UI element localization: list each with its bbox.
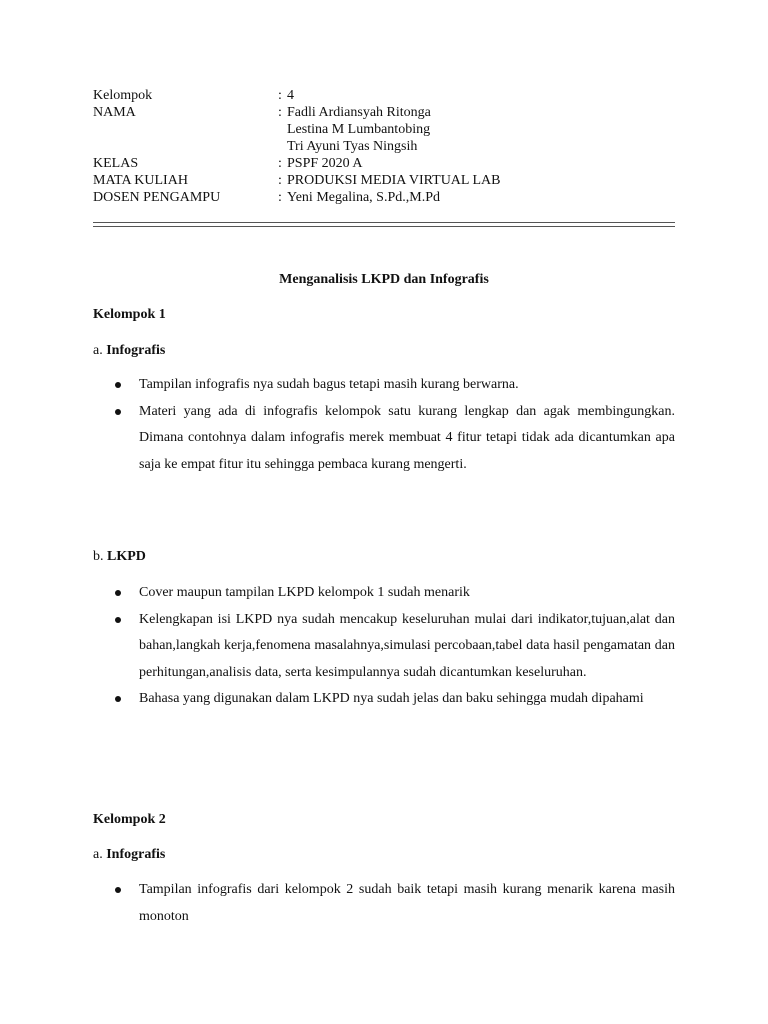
header-colon: : <box>278 190 282 205</box>
header-value: PSPF 2020 A <box>287 156 363 171</box>
list-item-text: Tampilan infografis dari kelompok 2 sudah baik tetapi masih kurang menarik karena masih monoton <box>139 882 675 924</box>
bullet-icon <box>115 409 121 415</box>
header-row-kelompok <box>93 87 675 104</box>
list-item <box>93 877 675 930</box>
document-page <box>93 0 675 1024</box>
header-row-mata-kuliah <box>93 172 675 189</box>
bullet-icon <box>115 887 121 893</box>
list-item <box>93 686 675 713</box>
header-value: 4 <box>287 88 294 103</box>
section-heading <box>93 846 165 864</box>
section-prefix: b. <box>93 549 104 564</box>
list-item <box>93 372 675 399</box>
header-row-dosen <box>93 189 675 206</box>
header-label: DOSEN PENGAMPU <box>93 190 221 205</box>
header-value: Tri Ayuni Tyas Ningsih <box>287 139 418 154</box>
bullet-icon <box>115 590 121 596</box>
bullet-list <box>93 580 675 713</box>
document-header <box>93 87 675 206</box>
header-colon: : <box>278 88 282 103</box>
section-label: LKPD <box>107 549 146 564</box>
section-heading <box>93 342 165 360</box>
header-colon: : <box>278 156 282 171</box>
list-item-text: Tampilan infografis nya sudah bagus tetapi masih kurang berwarna. <box>139 377 519 392</box>
section-label: Infografis <box>106 343 166 358</box>
group-heading: Kelompok 1 <box>93 307 166 322</box>
section-heading <box>93 548 146 566</box>
header-row-nama <box>93 104 675 155</box>
header-value: Lestina M Lumbantobing <box>287 122 431 137</box>
list-item-text: Materi yang ada di infografis kelompok satu kurang lengkap dan agak membingungkan. Dimana contohnya dalam infografis merek membuat 4 fitur tetapi tidak ada dicantumkan apa saja ke empat fitur itu sehingga pembaca kurang mengerti. <box>139 403 675 472</box>
header-colon: : <box>278 105 282 120</box>
header-label: MATA KULIAH <box>93 173 188 188</box>
header-divider-top <box>93 222 675 223</box>
section-prefix: a. <box>93 847 103 862</box>
header-divider-bottom <box>93 226 675 227</box>
list-item-text: Bahasa yang digunakan dalam LKPD nya sudah jelas dan baku sehingga mudah dipahami <box>139 691 644 706</box>
list-item <box>93 580 675 607</box>
list-item-text: Cover maupun tampilan LKPD kelompok 1 sudah menarik <box>139 585 470 600</box>
group-heading: Kelompok 2 <box>93 812 166 827</box>
bullet-list <box>93 877 675 930</box>
header-value: Yeni Megalina, S.Pd.,M.Pd <box>287 190 440 205</box>
section-label: Infografis <box>106 847 166 862</box>
list-item-text: Kelengkapan isi LKPD nya sudah mencakup keseluruhan mulai dari indikator,tujuan,alat dan bahan,langkah kerja,fenomena masalahnya,simulasi percobaan,tabel data hasil pengamatan dan perhitungan,analisis data, serta kesimpulannya sudah dicantumkan keseluruhan. <box>139 611 675 680</box>
header-label: KELAS <box>93 156 139 171</box>
header-value: PRODUKSI MEDIA VIRTUAL LAB <box>287 173 501 188</box>
bullet-icon <box>115 617 121 623</box>
document-title: Menganalisis LKPD dan Infografis <box>279 272 489 287</box>
header-colon: : <box>278 173 282 188</box>
list-item <box>93 399 675 479</box>
list-item <box>93 607 675 687</box>
header-label: Kelompok <box>93 88 153 103</box>
section-prefix: a. <box>93 343 103 358</box>
header-label: NAMA <box>93 105 136 120</box>
bullet-icon <box>115 382 121 388</box>
bullet-list <box>93 372 675 478</box>
bullet-icon <box>115 696 121 702</box>
header-row-kelas <box>93 155 675 172</box>
header-value: Fadli Ardiansyah Ritonga <box>287 105 431 120</box>
